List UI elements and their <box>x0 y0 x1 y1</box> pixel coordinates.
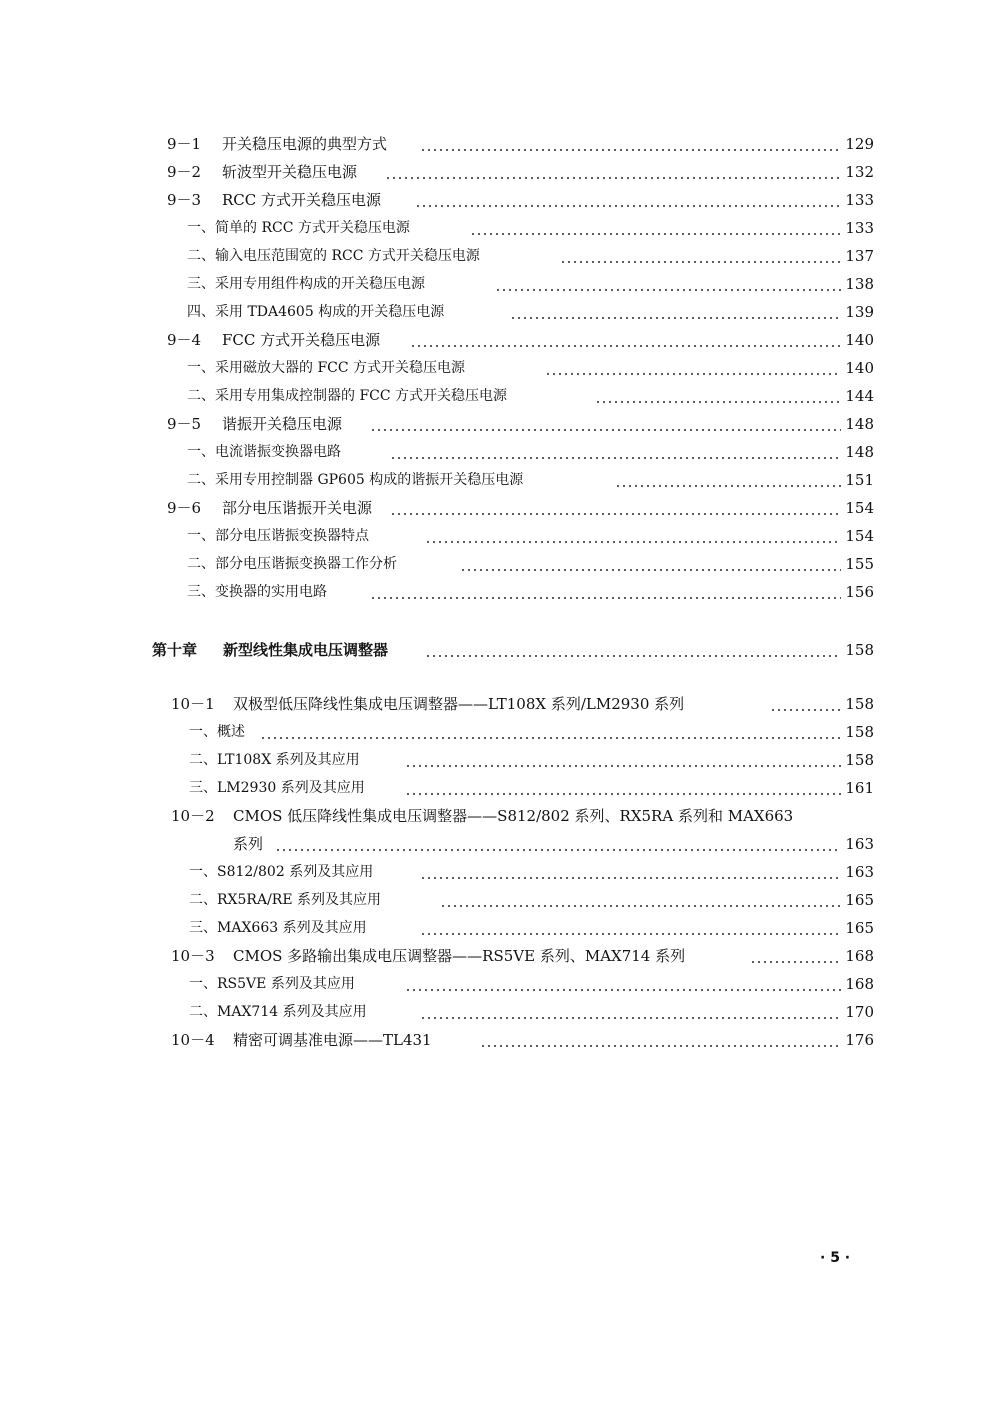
page-number: 129 <box>841 130 874 158</box>
leader-dots <box>260 737 843 739</box>
chapter-number: 第十章 <box>152 641 198 659</box>
toc-entry <box>0 942 993 970</box>
leader-dots <box>510 317 843 319</box>
entry-title: 三、采用专用组件构成的开关稳压电源 <box>187 270 429 298</box>
page-number: 132 <box>841 158 874 186</box>
entry-title: 一、采用磁放大器的 FCC 方式开关稳压电源 <box>187 354 469 382</box>
page-folio: · 5 · <box>820 1250 851 1266</box>
entry-title: 一、概述 <box>189 718 249 746</box>
leader-dots <box>390 513 843 515</box>
entry-title: FCC 方式开关稳压电源 <box>222 326 384 354</box>
page-number: 155 <box>841 550 874 578</box>
section-number: 9－4 <box>167 331 202 349</box>
entry-title: 二、RX5RA/RE 系列及其应用 <box>189 886 385 914</box>
section-number: 9－2 <box>167 163 202 181</box>
toc-entry <box>0 970 993 998</box>
leader-dots <box>370 429 843 431</box>
toc-entry <box>0 578 993 606</box>
section-number: 10－2 <box>171 807 215 825</box>
toc-entry <box>0 214 993 242</box>
page-number: 168 <box>841 942 874 970</box>
toc-entry <box>0 774 993 802</box>
toc-entry <box>0 802 993 830</box>
toc-entry <box>0 886 993 914</box>
leader-dots <box>390 457 843 459</box>
toc-entry <box>0 158 993 186</box>
page-number: 140 <box>841 354 874 382</box>
entry-title: 一、部分电压谐振变换器特点 <box>187 522 373 550</box>
page-number: 154 <box>841 494 874 522</box>
page-number: 168 <box>841 970 874 998</box>
page-number: 163 <box>841 830 874 858</box>
section-number: 10－3 <box>171 947 215 965</box>
entry-title: 谐振开关稳压电源 <box>222 410 346 438</box>
toc-entry <box>0 382 993 410</box>
entry-title: RCC 方式开关稳压电源 <box>222 186 385 214</box>
entry-title: 开关稳压电源的典型方式 <box>222 130 391 158</box>
page-number: 144 <box>841 382 874 410</box>
toc-entry <box>0 242 993 270</box>
page-number: 151 <box>841 466 874 494</box>
leader-dots <box>480 1045 843 1047</box>
leader-dots <box>495 289 843 291</box>
toc-entry <box>0 466 993 494</box>
leader-dots <box>415 205 843 207</box>
leader-dots <box>595 401 843 403</box>
toc-entry <box>0 914 993 942</box>
toc-entry <box>0 326 993 354</box>
leader-dots <box>405 765 843 767</box>
toc-entry <box>0 186 993 214</box>
entry-title: 二、采用专用控制器 GP605 构成的谐振开关稳压电源 <box>187 466 527 494</box>
entry-title: 部分电压谐振开关电源 <box>222 494 376 522</box>
entry-title: 二、部分电压谐振变换器工作分析 <box>187 550 401 578</box>
section-number: 10－1 <box>171 695 215 713</box>
leader-dots <box>420 877 843 879</box>
entry-title: 双极型低压降线性集成电压调整器——LT108X 系列/LM2930 系列 <box>233 690 688 718</box>
entry-title: 二、输入电压范围宽的 RCC 方式开关稳压电源 <box>187 242 484 270</box>
entry-title: 一、电流谐振变换器电路 <box>187 438 345 466</box>
entry-title: 三、LM2930 系列及其应用 <box>189 774 369 802</box>
leader-dots <box>275 849 843 851</box>
page-number: 158 <box>841 690 874 718</box>
leader-dots <box>470 233 843 235</box>
entry-title: 一、简单的 RCC 方式开关稳压电源 <box>187 214 414 242</box>
page-number: 176 <box>841 1026 874 1054</box>
leader-dots <box>560 261 843 263</box>
page-number: 139 <box>841 298 874 326</box>
page-number: 140 <box>841 326 874 354</box>
toc-entry-continuation <box>0 830 993 858</box>
leader-dots <box>425 541 843 543</box>
entry-title: CMOS 低压降线性集成电压调整器——S812/802 系列、RX5RA 系列和 MAX663 <box>233 802 797 830</box>
leader-dots <box>440 905 843 907</box>
page-number: 161 <box>841 774 874 802</box>
toc-entry <box>0 718 993 746</box>
page-number: 170 <box>841 998 874 1026</box>
toc-entry <box>0 1026 993 1054</box>
leader-dots <box>460 569 843 571</box>
page-number: 148 <box>841 438 874 466</box>
toc-entry <box>0 998 993 1026</box>
section-number: 9－3 <box>167 191 202 209</box>
page-number: 148 <box>841 410 874 438</box>
toc-entry <box>0 298 993 326</box>
leader-dots <box>405 793 843 795</box>
page-number: 154 <box>841 522 874 550</box>
page-number: 158 <box>841 718 874 746</box>
leader-dots <box>545 373 843 375</box>
leader-dots <box>405 989 843 991</box>
page-number: 165 <box>841 914 874 942</box>
toc-entry <box>0 354 993 382</box>
toc-entry <box>0 746 993 774</box>
leader-dots <box>385 177 843 179</box>
page-number: 138 <box>841 270 874 298</box>
toc-entry <box>0 550 993 578</box>
entry-title: 四、采用 TDA4605 构成的开关稳压电源 <box>187 298 448 326</box>
toc-entry <box>0 522 993 550</box>
leader-dots <box>770 709 843 711</box>
chapter-title: 新型线性集成电压调整器 <box>223 636 392 664</box>
entry-title: 三、MAX663 系列及其应用 <box>189 914 371 942</box>
toc-entry <box>0 438 993 466</box>
page-number: 133 <box>841 214 874 242</box>
leader-dots <box>420 149 843 151</box>
toc-entry <box>0 270 993 298</box>
page-number: 163 <box>841 858 874 886</box>
leader-dots <box>425 655 843 657</box>
entry-title: 一、S812/802 系列及其应用 <box>189 858 377 886</box>
entry-title: 系列 <box>233 830 267 858</box>
leader-dots <box>615 485 843 487</box>
section-number: 10－4 <box>171 1031 215 1049</box>
page-number: 133 <box>841 186 874 214</box>
entry-title: 三、变换器的实用电路 <box>187 578 331 606</box>
chapter-entry <box>0 636 993 664</box>
toc-entry <box>0 410 993 438</box>
page-number: 156 <box>841 578 874 606</box>
leader-dots <box>750 961 843 963</box>
entry-title: 一、RS5VE 系列及其应用 <box>189 970 359 998</box>
entry-title: CMOS 多路输出集成电压调整器——RS5VE 系列、MAX714 系列 <box>233 942 689 970</box>
section-number: 9－5 <box>167 415 202 433</box>
entry-title: 斩波型开关稳压电源 <box>222 158 361 186</box>
toc-entry <box>0 494 993 522</box>
page-number: 158 <box>841 636 874 664</box>
section-number: 9－1 <box>167 135 202 153</box>
section-number: 9－6 <box>167 499 202 517</box>
page-number: 137 <box>841 242 874 270</box>
toc-entry <box>0 130 993 158</box>
leader-dots <box>420 1017 843 1019</box>
page-number: 158 <box>841 746 874 774</box>
toc-entry <box>0 690 993 718</box>
entry-title: 二、MAX714 系列及其应用 <box>189 998 371 1026</box>
toc-entry <box>0 858 993 886</box>
entry-title: 二、LT108X 系列及其应用 <box>189 746 364 774</box>
leader-dots <box>410 345 843 347</box>
page-number: 165 <box>841 886 874 914</box>
leader-dots <box>420 933 843 935</box>
entry-title: 精密可调基准电源——TL431 <box>233 1026 436 1054</box>
leader-dots <box>370 597 843 599</box>
entry-title: 二、采用专用集成控制器的 FCC 方式开关稳压电源 <box>187 382 511 410</box>
